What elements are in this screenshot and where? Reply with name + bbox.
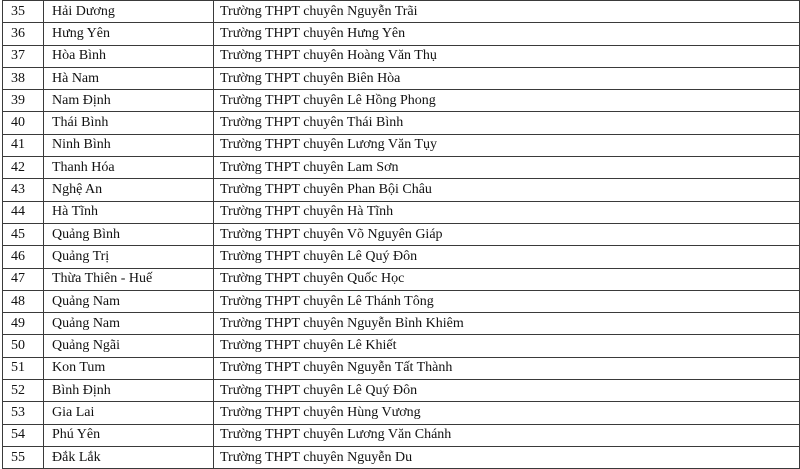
province-cell: Bình Định — [44, 380, 214, 402]
province-cell: Kon Tum — [44, 357, 214, 379]
province-cell: Hà Tĩnh — [44, 201, 214, 223]
table-row — [3, 112, 800, 134]
table-row — [3, 424, 800, 446]
province-cell: Quảng Nam — [44, 313, 214, 335]
province-cell: Hà Nam — [44, 67, 214, 89]
school-name-cell: Trường THPT chuyên Hùng Vương — [214, 402, 800, 424]
table-row — [3, 290, 800, 312]
row-number-cell: 42 — [3, 157, 44, 179]
school-name-cell: Trường THPT chuyên Lê Quý Đôn — [214, 246, 800, 268]
row-number-cell: 47 — [3, 268, 44, 290]
school-name-cell: Trường THPT chuyên Lê Thánh Tông — [214, 290, 800, 312]
row-number-cell: 43 — [3, 179, 44, 201]
school-name-cell: Trường THPT chuyên Thái Bình — [214, 112, 800, 134]
table-row — [3, 1, 800, 23]
row-number-cell: 53 — [3, 402, 44, 424]
province-cell: Quảng Nam — [44, 290, 214, 312]
table-row — [3, 45, 800, 67]
school-name-cell: Trường THPT chuyên Biên Hòa — [214, 67, 800, 89]
table-row — [3, 134, 800, 156]
table-row — [3, 223, 800, 245]
row-number-cell: 52 — [3, 380, 44, 402]
row-number-cell: 39 — [3, 90, 44, 112]
province-cell: Quảng Trị — [44, 246, 214, 268]
table-row — [3, 90, 800, 112]
province-cell: Gia Lai — [44, 402, 214, 424]
row-number-cell: 41 — [3, 134, 44, 156]
province-cell: Ninh Bình — [44, 134, 214, 156]
table-body — [3, 1, 800, 469]
table-row — [3, 179, 800, 201]
row-number-cell: 50 — [3, 335, 44, 357]
row-number-cell: 54 — [3, 424, 44, 446]
table-row — [3, 268, 800, 290]
table-row — [3, 357, 800, 379]
school-table — [2, 0, 800, 469]
school-name-cell: Trường THPT chuyên Võ Nguyên Giáp — [214, 223, 800, 245]
province-cell: Đắk Lắk — [44, 446, 214, 468]
school-name-cell: Trường THPT chuyên Lương Văn Chánh — [214, 424, 800, 446]
row-number-cell: 37 — [3, 45, 44, 67]
school-name-cell: Trường THPT chuyên Quốc Học — [214, 268, 800, 290]
school-name-cell: Trường THPT chuyên Nguyễn Du — [214, 446, 800, 468]
table-row — [3, 446, 800, 468]
school-name-cell: Trường THPT chuyên Nguyễn Trãi — [214, 1, 800, 23]
school-name-cell: Trường THPT chuyên Lê Khiết — [214, 335, 800, 357]
row-number-cell: 48 — [3, 290, 44, 312]
row-number-cell: 49 — [3, 313, 44, 335]
province-cell: Hòa Bình — [44, 45, 214, 67]
province-cell: Hải Dương — [44, 1, 214, 23]
row-number-cell: 40 — [3, 112, 44, 134]
table-row — [3, 246, 800, 268]
province-cell: Nghệ An — [44, 179, 214, 201]
province-cell: Thừa Thiên - Huế — [44, 268, 214, 290]
province-cell: Nam Định — [44, 90, 214, 112]
province-cell: Thanh Hóa — [44, 157, 214, 179]
row-number-cell: 35 — [3, 1, 44, 23]
school-name-cell: Trường THPT chuyên Lê Hồng Phong — [214, 90, 800, 112]
row-number-cell: 45 — [3, 223, 44, 245]
province-cell: Phú Yên — [44, 424, 214, 446]
school-name-cell: Trường THPT chuyên Nguyễn Tất Thành — [214, 357, 800, 379]
school-name-cell: Trường THPT chuyên Phan Bội Châu — [214, 179, 800, 201]
table-row — [3, 335, 800, 357]
school-name-cell: Trường THPT chuyên Lam Sơn — [214, 157, 800, 179]
school-name-cell: Trường THPT chuyên Hoàng Văn Thụ — [214, 45, 800, 67]
province-cell: Quảng Ngãi — [44, 335, 214, 357]
row-number-cell: 38 — [3, 67, 44, 89]
table-row — [3, 201, 800, 223]
school-name-cell: Trường THPT chuyên Lê Quý Đôn — [214, 380, 800, 402]
table-row — [3, 157, 800, 179]
table-row — [3, 380, 800, 402]
row-number-cell: 36 — [3, 23, 44, 45]
row-number-cell: 51 — [3, 357, 44, 379]
school-name-cell: Trường THPT chuyên Hà Tĩnh — [214, 201, 800, 223]
school-name-cell: Trường THPT chuyên Nguyễn Bỉnh Khiêm — [214, 313, 800, 335]
table-row — [3, 313, 800, 335]
row-number-cell: 46 — [3, 246, 44, 268]
school-name-cell: Trường THPT chuyên Hưng Yên — [214, 23, 800, 45]
province-cell: Quảng Bình — [44, 223, 214, 245]
table-row — [3, 402, 800, 424]
table-row — [3, 23, 800, 45]
row-number-cell: 55 — [3, 446, 44, 468]
province-cell: Hưng Yên — [44, 23, 214, 45]
table-row — [3, 67, 800, 89]
school-name-cell: Trường THPT chuyên Lương Văn Tụy — [214, 134, 800, 156]
province-cell: Thái Bình — [44, 112, 214, 134]
row-number-cell: 44 — [3, 201, 44, 223]
